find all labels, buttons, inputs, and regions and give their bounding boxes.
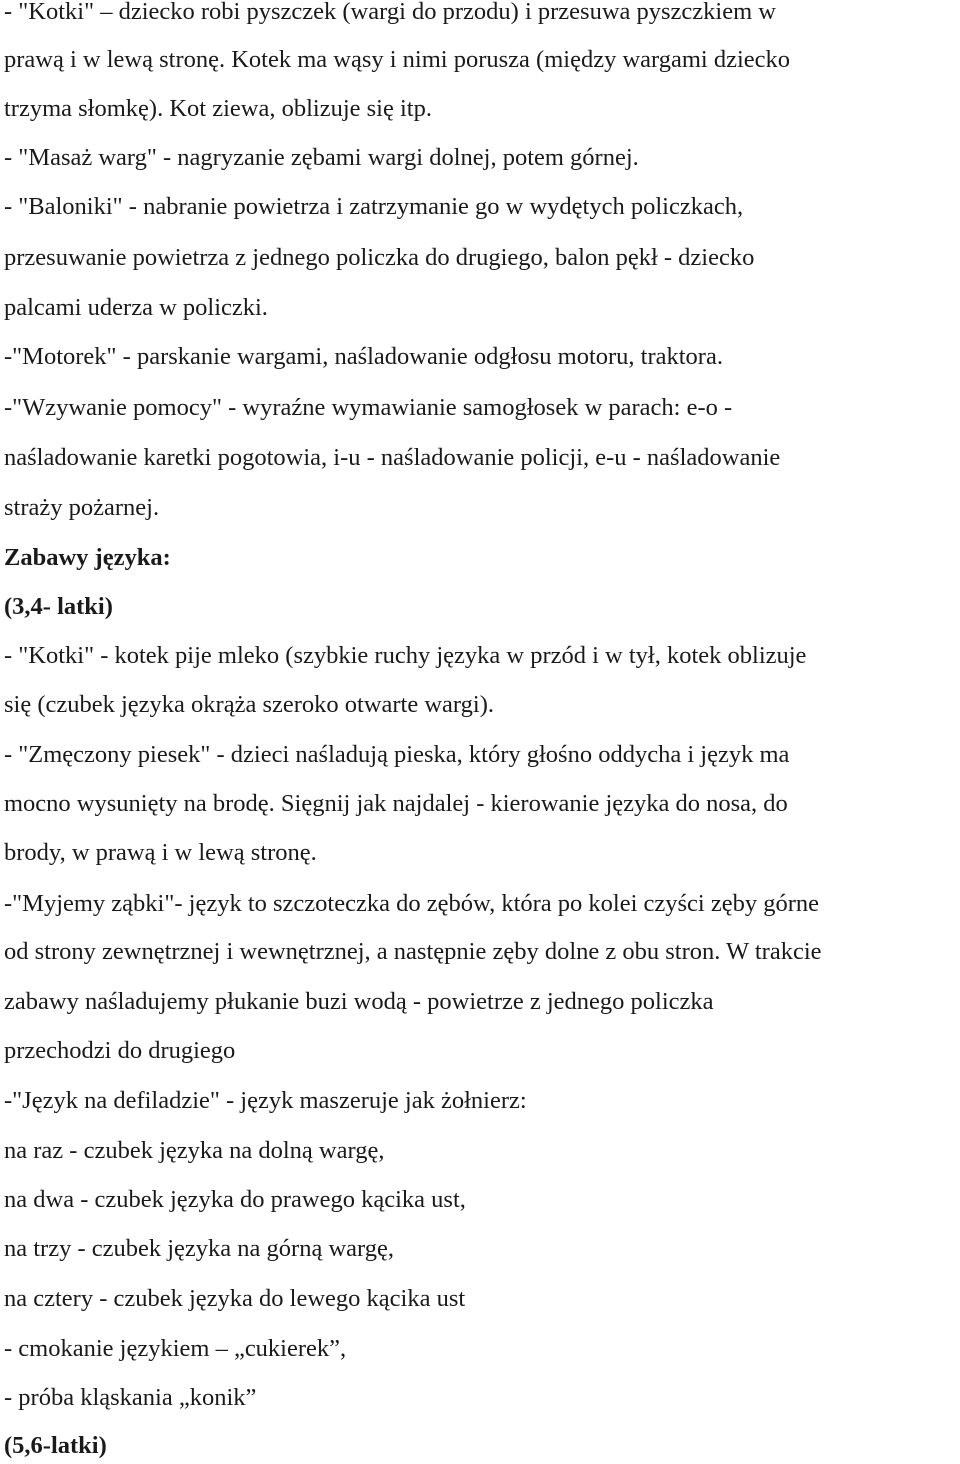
text-line: straży pożarnej. — [4, 494, 160, 521]
text-line: naśladowanie karetki pogotowia, i-u - naśladowanie policji, e-u - naśladowanie — [4, 444, 781, 471]
text-line: - "Kotki" - kotek pije mleko (szybkie ruchy języka w przód i w tył, kotek oblizuje — [4, 642, 807, 669]
text-line: palcami uderza w policzki. — [4, 294, 268, 321]
text-line: - "Masaż warg" - nagryzanie zębami wargi dolnej, potem górnej. — [4, 144, 639, 171]
text-line: brody, w prawą i w lewą stronę. — [4, 839, 317, 866]
text-line: -"Wzywanie pomocy" - wyraźne wymawianie samogłosek w parach: e-o - — [4, 394, 733, 421]
text-line: - cmokanie językiem – „cukierek”, — [4, 1335, 347, 1362]
text-line: przechodzi do drugiego — [4, 1037, 236, 1064]
age-group-heading: (5,6-latki) — [4, 1432, 107, 1459]
text-line: trzyma słomkę). Kot ziewa, oblizuje się itp. — [4, 95, 432, 122]
text-line: się (czubek języka okrąża szeroko otwarte wargi). — [4, 691, 494, 718]
text-line: - próba kląskania „konik” — [4, 1384, 257, 1411]
section-heading: Zabawy języka: — [4, 544, 171, 571]
text-line: na dwa - czubek języka do prawego kącika ust, — [4, 1186, 466, 1213]
text-line: na trzy - czubek języka na górną wargę, — [4, 1235, 394, 1262]
text-line: zabawy naśladujemy płukanie buzi wodą - powietrze z jednego policzka — [4, 988, 714, 1015]
text-line: - "Kotki" – dziecko robi pyszczek (wargi do przodu) i przesuwa pyszczkiem w — [4, 0, 776, 25]
text-line: mocno wysunięty na brodę. Sięgnij jak najdalej - kierowanie języka do nosa, do — [4, 790, 788, 817]
text-line: na cztery - czubek języka do lewego kącika ust — [4, 1285, 466, 1312]
text-line: -"Motorek" - parskanie wargami, naśladowanie odgłosu motoru, traktora. — [4, 343, 723, 370]
text-line: przesuwanie powietrza z jednego policzka do drugiego, balon pękł - dziecko — [4, 244, 755, 271]
text-line: - "Zmęczony piesek" - dzieci naśladują pieska, który głośno oddycha i język ma — [4, 741, 790, 768]
text-line: -"Myjemy ząbki"- język to szczoteczka do zębów, która po kolei czyści zęby górne — [4, 890, 820, 917]
text-line: prawą i w lewą stronę. Kotek ma wąsy i nimi porusza (między wargami dziecko — [4, 46, 791, 73]
text-line: od strony zewnętrznej i wewnętrznej, a następnie zęby dolne z obu stron. W trakcie — [4, 938, 822, 965]
age-group-heading: (3,4- latki) — [4, 593, 113, 620]
text-line: na raz - czubek języka na dolną wargę, — [4, 1137, 385, 1164]
text-line: -"Język na defiladzie" - język maszeruje jak żołnierz: — [4, 1087, 527, 1114]
text-line: - "Baloniki" - nabranie powietrza i zatrzymanie go w wydętych policzkach, — [4, 193, 744, 220]
